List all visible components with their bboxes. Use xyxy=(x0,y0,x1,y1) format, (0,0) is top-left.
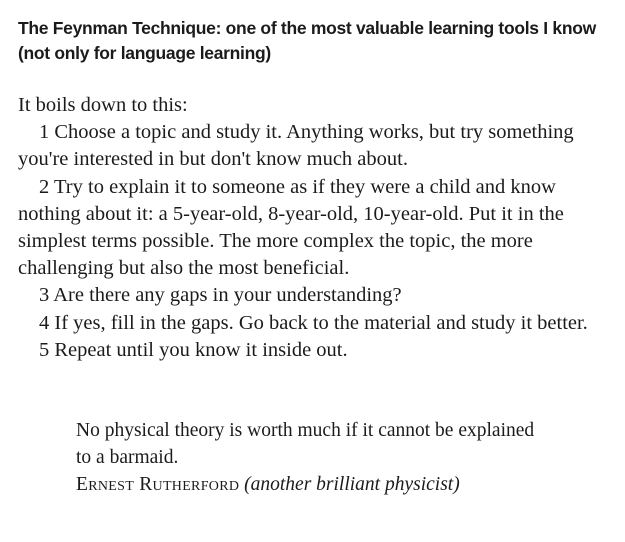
intro-text: It boils down to this: xyxy=(18,94,188,116)
quote-attribution xyxy=(76,471,546,498)
post-title: The Feynman Technique: one of the most valuable learning tools I know (not only for language learning) xyxy=(18,18,596,63)
quote-block xyxy=(76,417,568,499)
post-body xyxy=(18,92,608,364)
post xyxy=(18,16,608,518)
quote-author: Ernest Rutherford xyxy=(76,474,240,496)
step-2: 2 Try to explain it to someone as if they were a child and know nothing about it: a 5-year-old, 8-year-old, 10-year-old. Put it in the simplest terms possible. The more complex the topic, the more challenging but also the most beneficial. xyxy=(18,175,564,280)
step-5: 5 Repeat until you know it inside out. xyxy=(39,338,348,361)
quote-text: No physical theory is worth much if it cannot be explained to a barmaid. xyxy=(76,420,535,469)
quote-author-note: (another brilliant physicist) xyxy=(244,474,460,496)
step-1: 1 Choose a topic and study it. Anything works, but try something you're interested in but don't know much about. xyxy=(18,121,574,171)
step-4: 4 If yes, fill in the gaps. Go back to the material and study it better. xyxy=(39,311,588,334)
step-3: 3 Are there any gaps in your understanding? xyxy=(39,284,402,307)
